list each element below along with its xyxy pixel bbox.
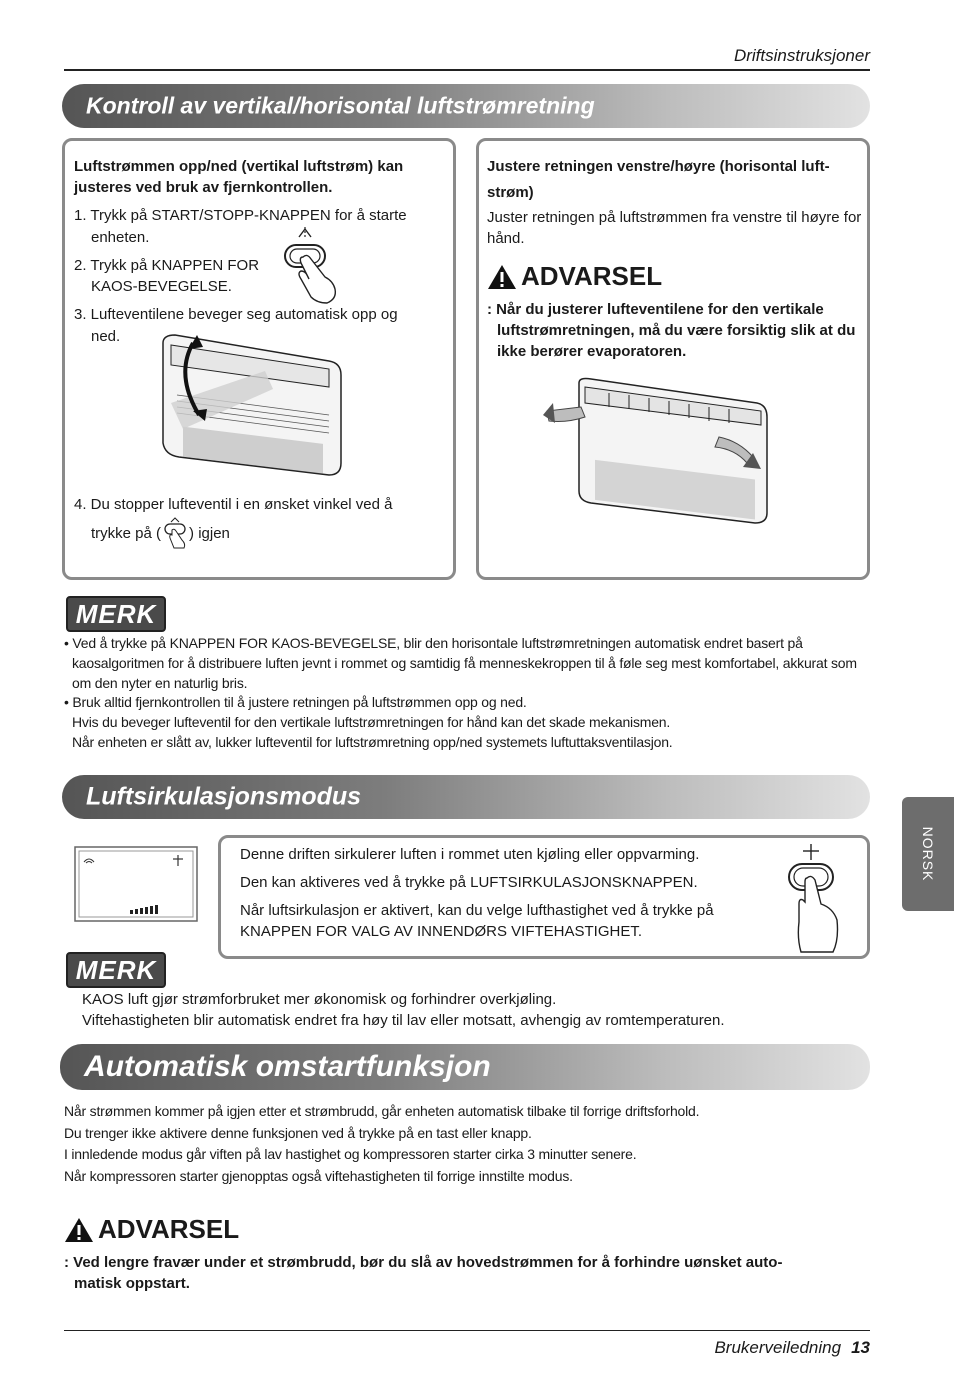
step-4b-pre: trykke på (	[91, 524, 162, 542]
fan-button-hand-icon	[777, 842, 857, 956]
step-2: 2. Trykk på KNAPPEN FOR	[74, 257, 260, 274]
circulation-line-3: Når luftsirkulasjon er aktivert, kan du velge lufthastighet ved å trykke på KNAPPEN FOR VALG AV INNENDØRS VIFTEHASTIGHET.	[240, 902, 714, 940]
restart-line-2: Du trenger ikke aktivere denne funksjonen ved å trykke på en tast eller knapp.	[64, 1125, 532, 1141]
warning-title-1: ADVARSEL	[521, 261, 663, 291]
footer-title: Brukerveiledning	[714, 1338, 842, 1357]
warning-text-2: : Ved lengre fravær under et strømbrudd, bør du slå av hovedstrømmen for å forhindre uønsket auto-	[64, 1254, 783, 1271]
section-band-airflow	[62, 84, 870, 128]
small-button-hand-icon	[162, 516, 188, 550]
circulation-line-2: Den kan aktiveres ved å trykke på LUFTSIRKULASJONSKNAPPEN.	[240, 874, 698, 891]
footer-rule	[64, 1330, 870, 1331]
merk-2-line-2: Viftehastigheten blir automatisk endret fra høy til lav eller motsatt, avhengig av romtemperaturen.	[82, 1012, 725, 1029]
merk-badge-1: MERK	[66, 596, 166, 632]
ac-unit-horizontal-illustration	[539, 377, 779, 527]
step-3: 3. Lufteventilene beveger seg automatisk opp og	[74, 306, 398, 323]
warning-text-1: : Når du justerer lufteventilene for den vertikale luftstrømretningen, må du være forsiktig slik at du ikke berører evaporatoren.	[487, 301, 856, 360]
warning-title-2: ADVARSEL	[98, 1214, 240, 1244]
footer	[714, 1338, 870, 1358]
section-title-restart: Automatisk omstartfunksjon	[84, 1050, 491, 1083]
section-title-airflow: Kontroll av vertikal/horisontal luftstrømretning	[86, 92, 595, 119]
step-1b: enheten.	[91, 229, 150, 246]
restart-line-3: I innledende modus går viften på lav hastighet og kompressoren starter cirka 3 minutter senere.	[64, 1146, 637, 1162]
chaos-button-hand-icon	[281, 223, 353, 305]
merk-badge-2: MERK	[66, 952, 166, 988]
warning-heading-2	[64, 1214, 239, 1245]
language-tab-label: NORSK	[920, 826, 936, 882]
circulation-line-1: Denne driften sirkulerer luften i rommet uten kjøling eller oppvarming.	[240, 846, 700, 863]
header-rule	[64, 69, 870, 71]
step-4: 4. Du stopper lufteventil i en ønsket vinkel ved å	[74, 496, 393, 513]
step-4b	[91, 516, 230, 550]
merk-1-bullet-2: • Bruk alltid fjernkontrollen til å justere retningen på luftstrømmen opp og ned.	[64, 694, 527, 710]
step-3b: ned.	[91, 328, 121, 345]
warning-triangle-icon	[64, 1217, 94, 1243]
merk-1-bullet-1: • Ved å trykke på KNAPPEN FOR KAOS-BEVEGELSE, blir den horisontale luftstrømretningen automatisk endret basert på kaosalgoritmen for å distribuere luften jevnt i rommet og samtidig få menneskekroppen til å føle seg mest komfortabel, akkurat som om den nyter en naturlig bris.	[64, 635, 857, 691]
merk-1-bullet-2-line2: Hvis du beveger lufteventil for den vertikale luftstrømretningen for hånd kan det skade mekanismen.	[72, 714, 671, 730]
step-1: 1. Trykk på START/STOPP-KNAPPEN for å starte	[74, 207, 407, 224]
section-title-circulation: Luftsirkulasjonsmodus	[86, 782, 362, 811]
section-band-restart	[60, 1044, 870, 1090]
horizontal-heading-2: strøm)	[487, 184, 534, 201]
restart-line-4: Når kompressoren starter gjenopptas også viftehastigheten til forrige innstilte modus.	[64, 1168, 573, 1184]
step-4b-post: ) igjen	[189, 524, 230, 542]
merk-1-bullet-2-line3: Når enheten er slått av, lukker lufteventil for luftstrømretning opp/ned systemets luftuttaksventilasjon.	[72, 734, 673, 750]
circulation-box	[218, 835, 870, 959]
vertical-airflow-box	[62, 138, 456, 580]
page-number: 13	[851, 1338, 870, 1357]
horizontal-heading-1: Justere retningen venstre/høyre (horisontal luft-	[487, 158, 830, 175]
warning-text-2b: matisk oppstart.	[74, 1275, 190, 1292]
vertical-intro: Luftstrømmen opp/ned (vertikal luftstrøm) kan justeres ved bruk av fjernkontrollen.	[74, 158, 404, 196]
warning-triangle-icon	[487, 264, 517, 290]
warning-heading-1	[487, 261, 662, 292]
section-band-circulation	[62, 775, 870, 819]
language-tab	[902, 797, 954, 911]
running-header: Driftsinstruksjoner	[733, 46, 870, 65]
horizontal-airflow-box	[476, 138, 870, 580]
restart-line-1: Når strømmen kommer på igjen etter et strømbrudd, går enheten automatisk tilbake til forrige driftsforhold.	[64, 1103, 700, 1119]
merk-2-line-1: KAOS luft gjør strømforbruket mer økonomisk og forhindrer overkjøling.	[82, 991, 557, 1008]
remote-display-illustration	[74, 846, 198, 922]
horizontal-body: Juster retningen på luftstrømmen fra venstre til høyre for hånd.	[487, 209, 862, 247]
step-2b: KAOS-BEVEGELSE.	[91, 278, 232, 295]
ac-unit-vertical-illustration	[153, 331, 353, 481]
